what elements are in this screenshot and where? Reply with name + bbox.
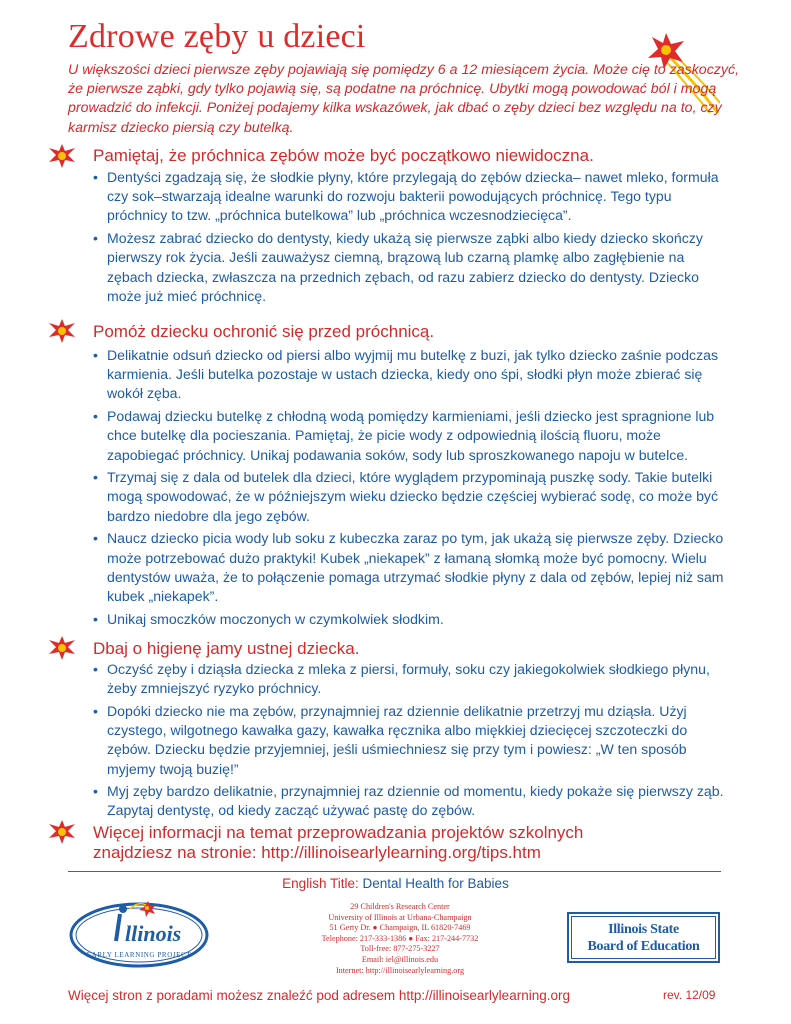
section-bullet-list — [93, 660, 733, 824]
more-info-link[interactable]: znajdziesz na stronie: http://illinoisearlylearning.org/tips.htm — [93, 843, 541, 862]
section-bullet-list — [93, 168, 733, 309]
isbe-line: Board of Education — [587, 939, 700, 954]
contact-line: Telephone: 217-333-1386 ● Fax: 217-244-7732 — [321, 933, 479, 943]
english-title-value: Dental Health for Babies — [362, 876, 509, 891]
list-item: • Oczyść zęby i dziąsła dziecka z mleka z piersi, formuły, soku czy jakiegokolwiek słodkiego płynu, żeby zmniejszyć ryzyko próchnicy. — [93, 660, 733, 698]
section-bullet-list — [93, 346, 733, 632]
list-item: • Naucz dziecko picia wody lub soku z kubeczka zaraz po tym, jak ukażą się pierwsze zęby. Dziecko może potrzebować dużo praktyki! Kubek „niekapek” z łamaną słomką może być pomocny. Wielu dentystów uważa, że to połączenie pomaga utrzymać słodkie płyny z dala od zębów, lepiej niż sam kubek „niekapek”. — [93, 529, 733, 606]
section-heading: Pomóż dziecku ochronić się przed próchnicą. — [93, 322, 435, 341]
english-title — [0, 876, 791, 891]
logo-word: llinois — [125, 921, 182, 946]
star-bullet-icon — [48, 319, 76, 343]
list-item: • Unikaj smoczków moczonych w czymkolwiek słodkim. — [93, 610, 733, 629]
star-bullet-icon — [48, 820, 76, 844]
contact-line: University of Illinois at Urbana-Champaign — [328, 912, 472, 922]
english-title-label: English Title: — [282, 876, 359, 891]
list-item: • Myj zęby bardzo delikatnie, przynajmniej raz dziennie od momentu, kiedy pokaże się pierwszy ząb. Zapytaj dentystę, od kiedy zacząć używać pastę do zębów. — [93, 782, 733, 820]
isbe-line: Illinois State — [608, 922, 679, 937]
contact-line: Toll-free: 877-275-3227 — [360, 944, 440, 954]
contact-line: 51 Gerty Dr. ● Champaign, IL 61820-7469 — [329, 923, 471, 933]
more-info-text — [93, 823, 733, 863]
footer-note: Więcej stron z poradami możesz znaleźć pod adresem http://illinoisearlylearning.org — [68, 988, 570, 1003]
more-info-line: Więcej informacji na temat przeprowadzania projektów szkolnych — [93, 823, 584, 842]
page-title: Zdrowe zęby u dzieci — [68, 18, 366, 55]
divider — [68, 871, 721, 872]
isbe-logo — [567, 912, 720, 963]
section-heading: Pamiętaj, że próchnica zębów może być początkowo niewidoczna. — [93, 146, 594, 165]
illinois-early-learning-logo — [68, 895, 210, 969]
star-bullet-icon — [48, 636, 76, 660]
contact-line: 29 Children's Research Center — [350, 902, 450, 911]
logo-subtitle: Early Learning Project — [86, 951, 192, 959]
revision-label: rev. 12/09 — [663, 988, 716, 1002]
list-item: • Podawaj dziecku butelkę z chłodną wodą pomiędzy karmieniami, jeśli dziecko jest spragnione lub chce butelkę dla pocieszania. Pamiętaj, że picie wody z odpowiednią ilością fluoru, może zapobiegać próchnicy. Unikaj podawania soków, sody lub sproszkowanego napoju w butelce. — [93, 407, 733, 465]
list-item: • Możesz zabrać dziecko do dentysty, kiedy ukażą się pierwsze ząbki albo kiedy dziecko skończy pierwszy rok życia. Jeśli zauważysz ciemną, brązową lub czarną plamkę albo zagłębienie na zębach dziecka, zwłaszcza na przednich zębach, od razu zabierz dziecko do dentysty. Dziecko może już mieć próchnicę. — [93, 229, 733, 306]
contact-email[interactable]: Email: iel@illinois.edu — [361, 954, 439, 964]
contact-website[interactable]: Internet: http://illinoisearlylearning.org — [335, 965, 465, 975]
intro-paragraph: U większości dzieci pierwsze zęby pojawiają się pomiędzy 6 a 12 miesiącem życia. Może cię to zaskoczyć, że pierwsze ząbki, gdy tylko pojawią się, są podatne na próchnicę. Ubytki mogą powodować ból i mogą prowadzić do infekcji. Poniżej podajemy kilka wskazówek, jak dbać o zęby dzieci bez względu na to, czy karmisz dziecko piersią czy butelką. — [68, 62, 740, 136]
list-item: • Trzymaj się z dala od butelek dla dzieci, które wyglądem przypominają puszkę sody. Takie butelki mogą spowodować, że w późniejszym wieku dziecko będzie częściej wybierać sodę, co może być bardzo niedobre dla jego zębów. — [93, 468, 733, 526]
contact-block — [270, 902, 530, 976]
list-item: • Dopóki dziecko nie ma zębów, przynajmniej raz dziennie delikatnie przetrzyj mu dziąsła. Użyj czystego, wilgotnego kawałka gazy, kawałka ręcznika albo miękkiej dziecięcej szczoteczki do zębów. Dziecku będzie przyjemniej, jeśli uśmiechniesz się przy tym i powiesz: „W ten sposób myjemy twoją buzię!” — [93, 702, 733, 779]
section-heading: Dbaj o higienę jamy ustnej dziecka. — [93, 639, 360, 658]
isbe-logo-frame — [571, 916, 716, 959]
star-bullet-icon — [48, 144, 76, 168]
list-item: • Dentyści zgadzają się, że słodkie płyny, które przylegają do zębów dziecka– nawet mleko, formuła czy sok–stwarzają idealne warunki do rozwoju bakterii powodujących próchnicę. Tego typu próchnicy to tzw. „próchnica butelkowa” lub „próchnica wczesnodziecięca”. — [93, 168, 733, 226]
list-item: • Delikatnie odsuń dziecko od piersi albo wyjmij mu butelkę z buzi, jak tylko dziecko zaśnie podczas karmienia. Jeśli butelka pozostaje w ustach dziecka, kiedy ono śpi, słodki płyn może zbierać się wokół zęba. — [93, 346, 733, 404]
